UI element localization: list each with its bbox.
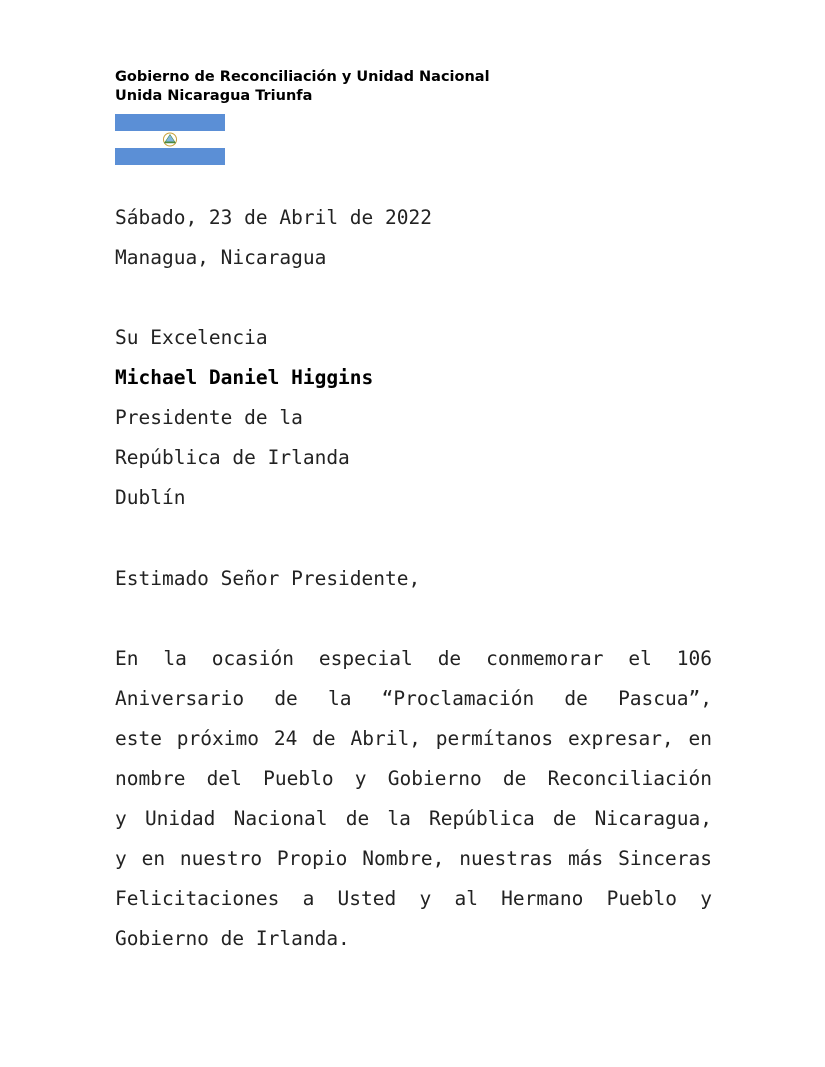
nicaragua-flag-icon (115, 114, 225, 165)
greeting-block (115, 559, 712, 599)
letter-paragraph (115, 639, 712, 959)
paragraph-line: y en nuestro Propio Nombre, nuestras más Sinceras (115, 847, 712, 870)
letter-greeting: Estimado Señor Presidente, (115, 567, 421, 590)
recipient-position-line1: Presidente de la (115, 406, 303, 429)
paragraph-line: este próximo 24 de Abril, permítanos expresar, en (115, 727, 712, 750)
recipient-position-line2: República de Irlanda (115, 446, 350, 469)
recipient-name: Michael Daniel Higgins (115, 366, 374, 389)
recipient-block (115, 318, 712, 518)
paragraph-line: y Unidad Nacional de la República de Nicaragua, (115, 807, 712, 830)
letterhead-slogan: Unida Nicaragua Triunfa (115, 88, 313, 104)
recipient-honorific: Su Excelencia (115, 326, 268, 349)
paragraph-line: nombre del Pueblo y Gobierno de Reconciliación (115, 767, 712, 790)
letter-place: Managua, Nicaragua (115, 246, 327, 269)
letter-date: Sábado, 23 de Abril de 2022 (115, 206, 432, 229)
letterhead-government-name: Gobierno de Reconciliación y Unidad Nacional (115, 69, 490, 85)
paragraph-line: Aniversario de la “Proclamación de Pascua”, (115, 687, 712, 710)
recipient-city: Dublín (115, 486, 186, 509)
paragraph-line: Felicitaciones a Usted y al Hermano Pueblo y (115, 887, 712, 910)
paragraph-line: Gobierno de Irlanda. (115, 927, 350, 950)
letterhead (115, 68, 490, 106)
paragraph-line: En la ocasión especial de conmemorar el 106 (115, 647, 712, 670)
date-block (115, 198, 712, 278)
